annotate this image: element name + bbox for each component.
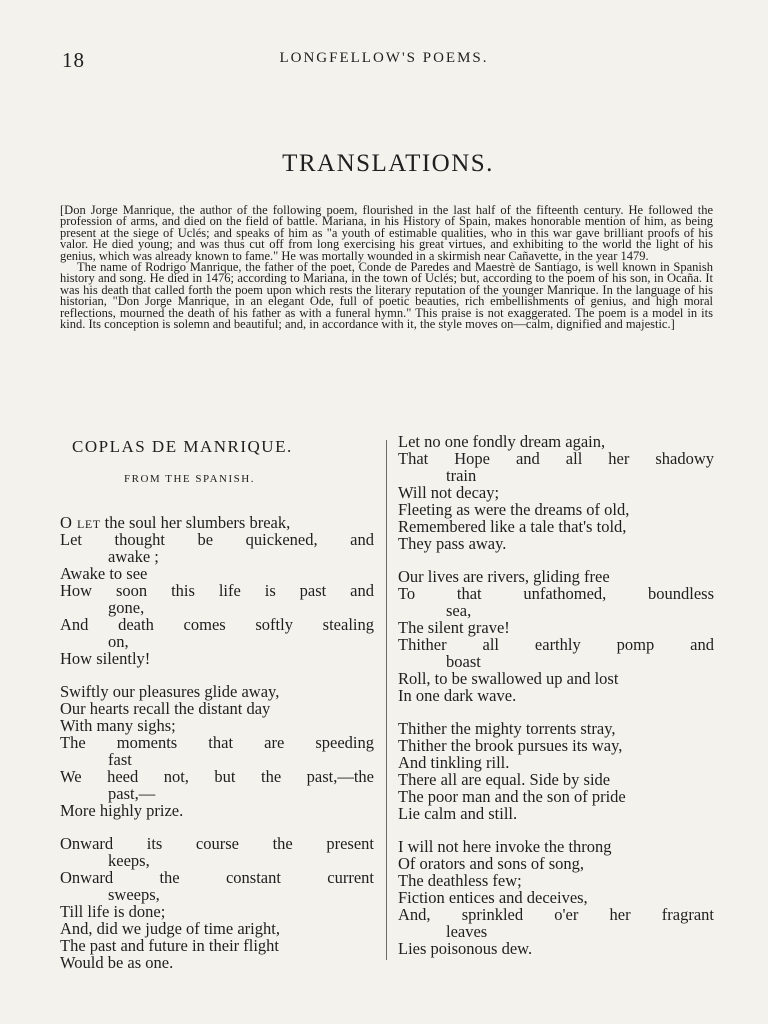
verse-line: More highly prize. — [60, 801, 184, 820]
verse-line: Roll, to be swallowed up and lost — [398, 669, 619, 688]
verse-line: Let no one fondly dream again, — [398, 432, 606, 451]
verse-turnover: gone, — [108, 598, 145, 617]
stanza — [398, 838, 714, 957]
verse-line: Remembered like a tale that's told, — [398, 517, 627, 536]
verse-line: They pass away. — [398, 534, 507, 553]
stanza — [60, 514, 374, 667]
intro-paragraph-2: The name of Rodrigo Manrique, the father of the poet, Conde de Paredes and Maestrè de Santiago, is well known in Spanish history and song. He died in 1476; according to Mariana, in the town of Uclés; but, according to the poem of his son, in Ocaña. It was his death that called forth the poem upon which rests the literary reputation of the younger Manrique. In the language of his historian, "Don Jorge Manrique, in an elegant Ode, full of poetic beauties, rich embellishments of genius, and high moral reflections, mourned the death of his father as with a funeral hymn." This praise is not exaggerated. The poem is a model in its kind. Its conception is solemn and beautiful; and, in accordance with it, the style moves on—calm, dignified and majestic.] — [60, 260, 713, 332]
verse-turnover: boast — [446, 652, 481, 671]
verse-line: And, did we judge of time aright, — [60, 919, 280, 938]
verse-line: Awake to see — [60, 564, 148, 583]
verse-line: And tinkling rill. — [398, 753, 510, 772]
verse-turnover: sea, — [446, 601, 472, 620]
verse-line: In one dark wave. — [398, 686, 517, 705]
verse-line: The moments that are speeding — [60, 733, 374, 752]
verse-line: With many sighs; — [60, 716, 176, 735]
verse-line: Onward the constant current — [60, 868, 374, 887]
verse-line: Would be as one. — [60, 953, 174, 972]
verse-line: There all are equal. Side by side — [398, 770, 611, 789]
intro-paragraph-1: [Don Jorge Manrique, the author of the following poem, flourished in the last half of the fifteenth century. He followed the profession of arms, and died on the field of battle. Mariana, in his History of Spain, makes honorable mention of him, as being present at the siege of Uclés; and speaks of him as "a youth of estimable qualities, who in this war gave brilliant proofs of his valor. He died young; and was thus cut off from long exercising his great virtues, and exhibiting to the world the light of his genius, which was already known to fame." He was mortally wounded in a skirmish near Cañavette, in the year 1479. — [60, 203, 713, 263]
verse-opening-words: O let — [60, 513, 101, 532]
verse-line: Thither the brook pursues its way, — [398, 736, 623, 755]
verse-line: Fiction entices and deceives, — [398, 888, 588, 907]
stanza — [398, 433, 714, 552]
verse-turnover: past,— — [108, 784, 156, 803]
verse-line: Till life is done; — [60, 902, 166, 921]
verse-line: Lie calm and still. — [398, 804, 518, 823]
page-number: 18 — [62, 48, 85, 72]
verse-line: Onward its course the present — [60, 834, 374, 853]
verse-line: Thither all earthly pomp and — [398, 635, 714, 654]
verse-line: Our lives are rivers, gliding free — [398, 567, 610, 586]
verse-line: Let thought be quickened, and — [60, 530, 374, 549]
verse-line: Swiftly our pleasures glide away, — [60, 682, 280, 701]
verse-line: Will not decay; — [398, 483, 500, 502]
poem-right-column — [398, 433, 714, 973]
poem-subtitle: FROM THE SPANISH. — [124, 473, 255, 485]
verse-line: How silently! — [60, 649, 151, 668]
verse-line: Thither the mighty torrents stray, — [398, 719, 616, 738]
verse-line: Lies poisonous dew. — [398, 939, 533, 958]
verse-line: How soon this life is past and — [60, 581, 374, 600]
verse-turnover: on, — [108, 632, 129, 651]
intro-note — [60, 205, 713, 330]
verse-turnover: awake ; — [108, 547, 159, 566]
verse-line: The past and future in their flight — [60, 936, 280, 955]
verse-turnover: fast — [108, 750, 132, 769]
running-head: LONGFELLOW'S POEMS. — [279, 50, 489, 66]
verse-line: And, sprinkled o'er her fragrant — [398, 905, 714, 924]
verse-line: The silent grave! — [398, 618, 510, 637]
poem-left-column — [60, 433, 374, 987]
stanza — [398, 568, 714, 704]
verse-turnover: train — [446, 466, 477, 485]
verse-line: To that unfathomed, boundless — [398, 584, 714, 603]
verse-line: I will not here invoke the throng — [398, 837, 612, 856]
verse-turnover: keeps, — [108, 851, 150, 870]
column-divider — [386, 440, 387, 960]
verse-line: We heed not, but the past,—the — [60, 767, 374, 786]
verse-line-rest: the soul her slumbers break, — [100, 513, 291, 532]
verse-line: The poor man and the son of pride — [398, 787, 626, 806]
verse-line: The deathless few; — [398, 871, 522, 890]
verse-line — [60, 514, 374, 531]
verse-turnover: leaves — [446, 922, 488, 941]
verse-line: That Hope and all her shadowy — [398, 449, 714, 468]
section-title: TRANSLATIONS. — [282, 150, 494, 177]
stanza — [60, 835, 374, 971]
verse-turnover: sweeps, — [108, 885, 160, 904]
verse-line: Fleeting as were the dreams of old, — [398, 500, 630, 519]
stanza — [60, 683, 374, 819]
verse-line: Our hearts recall the distant day — [60, 699, 271, 718]
poem-title: COPLAS DE MANRIQUE. — [72, 437, 293, 456]
verse-line: And death comes softly stealing — [60, 615, 374, 634]
stanza — [398, 720, 714, 822]
verse-line: Of orators and sons of song, — [398, 854, 585, 873]
